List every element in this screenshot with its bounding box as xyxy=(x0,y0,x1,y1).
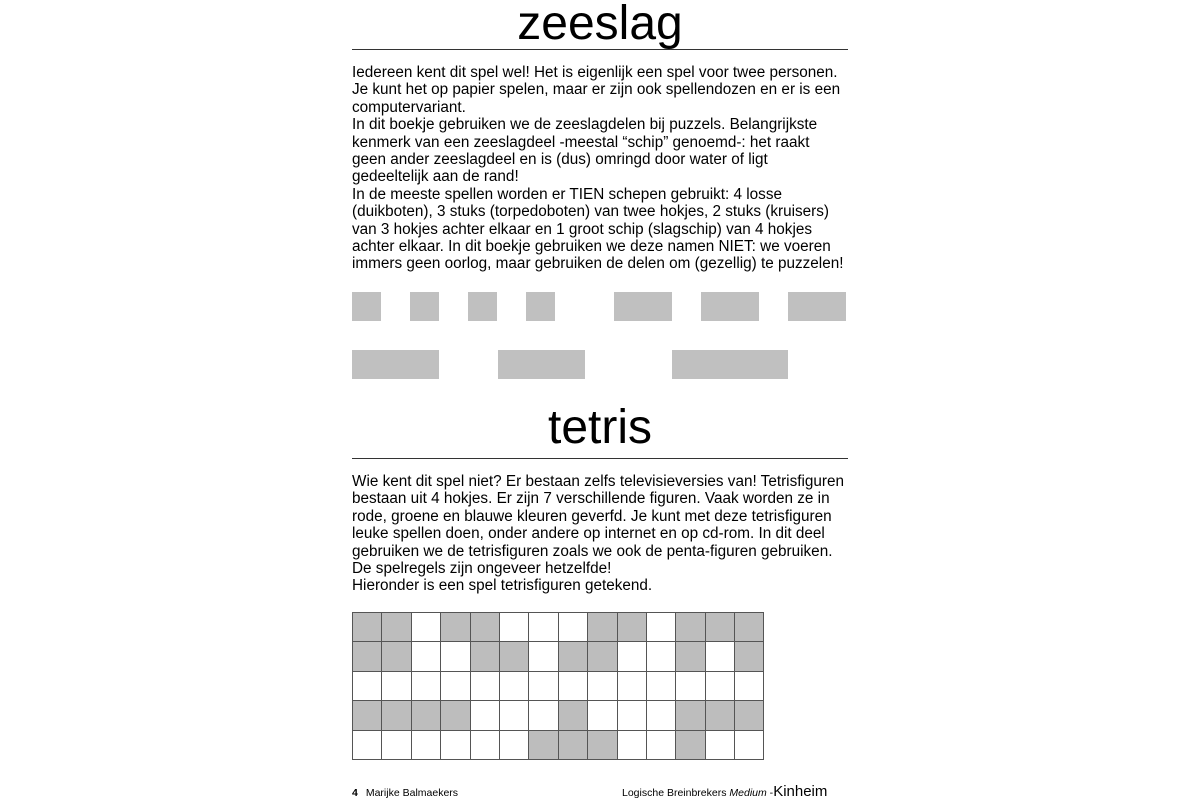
tetris-cell-empty xyxy=(706,672,735,701)
ship-1-cell xyxy=(410,292,439,321)
zeeslag-line: immers geen oorlog, maar gebruiken de delen om (gezellig) te puzzelen! xyxy=(352,255,844,273)
tetris-cell-filled xyxy=(471,613,500,642)
tetris-cell-empty xyxy=(559,672,588,701)
tetris-cell-filled xyxy=(735,613,764,642)
tetris-cell-empty xyxy=(618,701,647,730)
tetris-cell-empty xyxy=(441,731,470,760)
ship-cell xyxy=(352,350,381,379)
ship-cell xyxy=(410,350,439,379)
tetris-cell-empty xyxy=(676,672,705,701)
tetris-cell-empty xyxy=(618,731,647,760)
tetris-cell-empty xyxy=(735,731,764,760)
tetris-cell-filled xyxy=(676,731,705,760)
tetris-cell-empty xyxy=(412,731,441,760)
footer-separator: - xyxy=(766,787,774,799)
ship-1-cell xyxy=(468,292,497,321)
ship-cell xyxy=(410,292,439,321)
tetris-cell-empty xyxy=(529,613,558,642)
tetris-title: tetris xyxy=(547,401,652,454)
ship-cell xyxy=(730,350,759,379)
zeeslag-line: (duikboten), 3 stuks (torpedoboten) van twee hokjes, 2 stuks (kruisers) xyxy=(352,203,829,221)
tetris-cell-empty xyxy=(500,672,529,701)
tetris-cell-empty xyxy=(706,731,735,760)
ship-cell xyxy=(730,292,759,321)
tetris-cell-filled xyxy=(676,613,705,642)
tetris-grid xyxy=(352,612,764,760)
tetris-line: Hieronder is een spel tetrisfiguren getekend. xyxy=(352,577,653,595)
tetris-cell-filled xyxy=(676,642,705,671)
ship-cell xyxy=(527,350,556,379)
ship-2-cell xyxy=(788,292,846,321)
tetris-paragraph xyxy=(352,473,852,595)
tetris-cell-filled xyxy=(559,642,588,671)
tetris-cell-filled xyxy=(382,613,411,642)
ship-cell xyxy=(352,292,381,321)
zeeslag-line: Je kunt het op papier spelen, maar er zijn ook spellendozen en er is een xyxy=(352,81,841,99)
tetris-cell-empty xyxy=(412,672,441,701)
tetris-cell-empty xyxy=(588,701,617,730)
tetris-cell-empty xyxy=(382,731,411,760)
tetris-cell-filled xyxy=(412,701,441,730)
tetris-cell-filled xyxy=(353,613,382,642)
tetris-cell-filled xyxy=(353,701,382,730)
tetris-line: rode, groene en blauwe kleuren geverfd. Je kunt met deze tetrisfiguren xyxy=(352,507,832,525)
tetris-cell-filled xyxy=(559,701,588,730)
tetris-cell-empty xyxy=(382,672,411,701)
ship-cell xyxy=(788,292,817,321)
series-title: Logische Breinbrekers xyxy=(622,787,727,799)
tetris-cell-empty xyxy=(412,642,441,671)
ship-cell xyxy=(381,350,410,379)
ship-cell xyxy=(817,292,846,321)
zeeslag-line: computervariant. xyxy=(352,98,466,116)
zeeslag-line: geen ander zeeslagdeel en is (dus) omringd door water of ligt xyxy=(352,151,768,169)
tetris-cell-filled xyxy=(588,642,617,671)
footer-left xyxy=(352,787,458,799)
ship-2-cell xyxy=(701,292,759,321)
level-label: Medium xyxy=(729,787,767,799)
tetris-cell-filled xyxy=(618,613,647,642)
tetris-cell-empty xyxy=(471,701,500,730)
publisher: Kinheim xyxy=(773,783,828,800)
zeeslag-paragraph xyxy=(352,64,852,273)
ship-2-cell xyxy=(614,292,672,321)
tetris-cell-filled xyxy=(382,642,411,671)
tetris-divider xyxy=(352,458,848,459)
ship-cell xyxy=(498,350,527,379)
tetris-cell-empty xyxy=(500,701,529,730)
ship-cell xyxy=(643,292,672,321)
tetris-cell-empty xyxy=(647,613,676,642)
zeeslag-line: In dit boekje gebruiken we de zeeslagdelen bij puzzels. Belangrijkste xyxy=(352,116,818,134)
tetris-line: De spelregels zijn ongeveer hetzelfde! xyxy=(352,560,612,578)
tetris-cell-empty xyxy=(559,613,588,642)
tetris-cell-empty xyxy=(529,642,558,671)
tetris-cell-filled xyxy=(676,701,705,730)
tetris-cell-empty xyxy=(588,672,617,701)
tetris-cell-empty xyxy=(647,701,676,730)
tetris-cell-empty xyxy=(353,731,382,760)
ship-cell xyxy=(672,350,701,379)
tetris-cell-empty xyxy=(441,642,470,671)
zeeslag-line: gedeeltelijk aan de rand! xyxy=(352,168,519,186)
ship-cell xyxy=(526,292,555,321)
tetris-cell-empty xyxy=(735,672,764,701)
tetris-cell-empty xyxy=(647,731,676,760)
tetris-cell-empty xyxy=(353,672,382,701)
ship-3-cell xyxy=(352,350,439,379)
tetris-cell-empty xyxy=(647,672,676,701)
tetris-cell-empty xyxy=(529,701,558,730)
ship-cell xyxy=(468,292,497,321)
tetris-line: gebruiken we de tetrisfiguren zoals we ook de penta-figuren gebruiken. xyxy=(352,542,833,560)
tetris-cell-empty xyxy=(471,672,500,701)
tetris-cell-filled xyxy=(529,731,558,760)
tetris-cell-filled xyxy=(382,701,411,730)
tetris-cell-empty xyxy=(647,642,676,671)
tetris-cell-filled xyxy=(588,731,617,760)
ships-illustration xyxy=(352,292,848,382)
ship-1-cell xyxy=(352,292,381,321)
tetris-cell-empty xyxy=(618,642,647,671)
zeeslag-line: kenmerk van een zeeslagdeel -meestal “schip” genoemd-: het raakt xyxy=(352,133,810,151)
tetris-cell-empty xyxy=(529,672,558,701)
tetris-cell-filled xyxy=(706,613,735,642)
page-number: 4 xyxy=(352,787,358,799)
ship-cell xyxy=(759,350,788,379)
tetris-cell-empty xyxy=(618,672,647,701)
zeeslag-line: In de meeste spellen worden er TIEN schepen gebruikt: 4 losse xyxy=(352,185,782,203)
tetris-cell-filled xyxy=(588,613,617,642)
tetris-cell-filled xyxy=(735,642,764,671)
tetris-cell-empty xyxy=(500,613,529,642)
tetris-cell-filled xyxy=(441,613,470,642)
tetris-cell-empty xyxy=(441,672,470,701)
tetris-cell-empty xyxy=(706,642,735,671)
zeeslag-divider xyxy=(352,49,848,50)
tetris-cell-filled xyxy=(441,701,470,730)
footer-right xyxy=(622,783,827,800)
tetris-cell-filled xyxy=(353,642,382,671)
zeeslag-title: zeeslag xyxy=(517,0,683,50)
tetris-line: bestaan uit 4 hokjes. Er zijn 7 verschillende figuren. Vaak worden ze in xyxy=(352,490,830,508)
zeeslag-line: van 3 hokjes achter elkaar en 1 groot schip (slagschip) van 4 hokjes xyxy=(352,220,813,238)
author: Marijke Balmaekers xyxy=(365,787,459,799)
tetris-cell-empty xyxy=(500,731,529,760)
tetris-line: Wie kent dit spel niet? Er bestaan zelfs televisieversies van! Tetrisfiguren xyxy=(352,473,845,490)
ship-cell xyxy=(701,292,730,321)
ship-3-cell xyxy=(498,350,585,379)
tetris-cell-filled xyxy=(706,701,735,730)
tetris-cell-empty xyxy=(412,613,441,642)
zeeslag-line: Iedereen kent dit spel wel! Het is eigenlijk een spel voor twee personen. xyxy=(352,64,838,81)
tetris-line: leuke spellen doen, onder andere op internet en op cd-rom. In dit deel xyxy=(352,525,825,543)
ship-1-cell xyxy=(526,292,555,321)
tetris-cell-filled xyxy=(559,731,588,760)
zeeslag-line: achter elkaar. In dit boekje gebruiken we deze namen NIET: we voeren xyxy=(352,238,831,256)
ship-4-cell xyxy=(672,350,788,379)
ship-cell xyxy=(701,350,730,379)
tetris-cell-filled xyxy=(500,642,529,671)
ship-cell xyxy=(614,292,643,321)
ship-cell xyxy=(556,350,585,379)
tetris-cell-filled xyxy=(735,701,764,730)
tetris-cell-filled xyxy=(471,642,500,671)
tetris-cell-empty xyxy=(471,731,500,760)
